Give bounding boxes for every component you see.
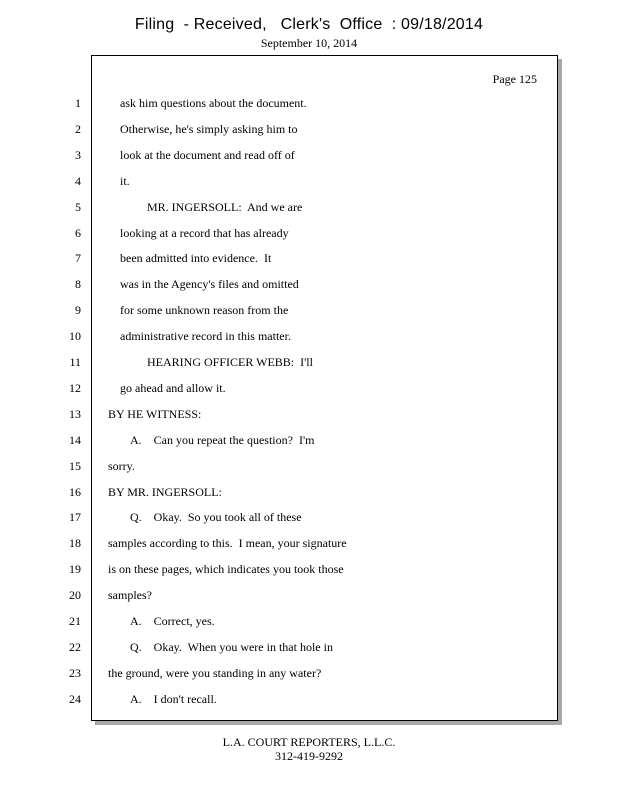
line-number: 10 [69,329,81,343]
transcript-line-text: go ahead and allow it. [120,381,226,395]
transcript-line-text: BY MR. INGERSOLL: [108,485,222,499]
line-number: 7 [75,251,81,265]
line-number: 20 [69,588,81,602]
transcript-line-text: A. I don't recall. [130,692,217,706]
line-number: 4 [75,174,81,188]
line-number: 15 [69,459,81,473]
line-number: 2 [75,122,81,136]
footer-company: L.A. COURT REPORTERS, L.L.C. [222,735,396,749]
line-number: 9 [75,303,81,317]
transcript-line-text: been admitted into evidence. It [120,251,272,265]
transcript-line-text: MR. INGERSOLL: And we are [147,200,303,214]
line-number: 5 [75,200,81,214]
line-number: 11 [69,355,81,369]
transcript-line-text: Q. Okay. When you were in that hole in [130,640,333,654]
transcript-line-text: Otherwise, he's simply asking him to [120,122,298,136]
line-number: 23 [69,666,81,680]
transcript-line-text: A. Can you repeat the question? I'm [130,433,315,447]
header-date: September 10, 2014 [260,36,358,50]
line-number: 24 [69,692,81,706]
transcript-line-text: BY HE WITNESS: [108,407,202,421]
page-number: Page 125 [492,72,537,86]
line-number: 16 [69,485,81,499]
line-number: 19 [69,562,81,576]
transcript-line-text: was in the Agency's files and omitted [120,277,299,291]
line-number: 3 [75,148,81,162]
transcript-line-text: A. Correct, yes. [130,614,215,628]
transcript-line-text: samples according to this. I mean, your signature [108,536,347,550]
footer-phone: 312-419-9292 [275,749,343,763]
line-number: 21 [69,614,81,628]
line-number: 18 [69,536,81,550]
line-number: 17 [69,510,81,524]
line-number: 14 [69,433,81,447]
transcript-page [69,55,558,721]
line-number: 13 [69,407,81,421]
transcript-line-text: the ground, were you standing in any water? [108,666,322,680]
transcript-line-text: administrative record in this matter. [120,329,291,343]
transcript-line-text: HEARING OFFICER WEBB: I'll [147,355,313,369]
filing-stamp: Filing - Received, Clerk's Office : 09/18/2014 [134,16,484,33]
transcript-line-text: sorry. [108,459,135,473]
transcript-line-text: is on these pages, which indicates you took those [108,562,344,576]
transcript-line-text: samples? [108,588,152,602]
line-number: 22 [69,640,81,654]
transcript-line-text: ask him questions about the document. [120,96,307,110]
transcript-line-text: for some unknown reason from the [120,303,289,317]
line-number: 8 [75,277,81,291]
transcript-line-text: it. [120,174,130,188]
transcript-line-text: look at the document and read off of [120,148,295,162]
line-number: 1 [75,96,81,110]
transcript-line-text: Q. Okay. So you took all of these [130,510,302,524]
line-number: 12 [69,381,81,395]
line-number: 6 [75,226,81,240]
transcript-line-text: looking at a record that has already [120,226,289,240]
